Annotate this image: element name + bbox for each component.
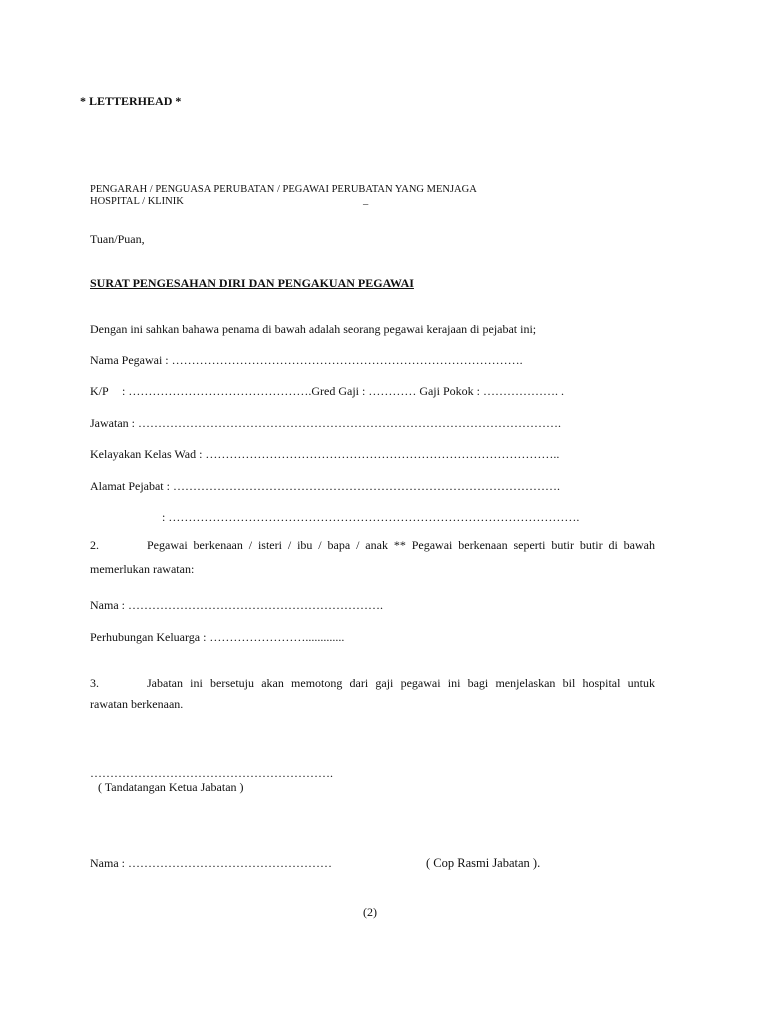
field-kelayakan-kelas-wad: Kelayakan Kelas Wad : ……………………………………………………………………………..	[90, 447, 560, 461]
patient-name-field: Nama : ……………………………………………………….	[90, 598, 383, 612]
section-3-number: 3.	[90, 676, 99, 690]
recipient-dash: –	[363, 199, 369, 210]
footer-nama-field: Nama : ……………………………………………	[90, 856, 332, 870]
field-jawatan: Jawatan : …………………………………………………………………………………………….	[90, 416, 561, 430]
relationship-field: Perhubungan Keluarga : …………………….............	[90, 630, 345, 644]
subject-title: SURAT PENGESAHAN DIRI DAN PENGAKUAN PEGAWAI	[90, 276, 414, 290]
field-alamat-continuation: : ………………………………………………………………………………………….	[162, 510, 580, 524]
field-alamat-pejabat: Alamat Pejabat : …………………………………………………………………………………….	[90, 479, 560, 493]
field-nama-pegawai: Nama Pegawai : …………………………………………………………………………….	[90, 353, 523, 367]
official-stamp-label: ( Cop Rasmi Jabatan ).	[426, 856, 541, 870]
signature-label: ( Tandatangan Ketua Jabatan )	[98, 780, 244, 794]
signature-line: …………………………………………………….	[90, 766, 333, 780]
section-2-line-1: Pegawai berkenaan / isteri / ibu / bapa / anak ** Pegawai berkenaan seperti butir butir di bawah	[147, 538, 655, 552]
section-2-number: 2.	[90, 538, 99, 552]
section-2-line-2: memerlukan rawatan:	[90, 562, 195, 576]
intro-text: Dengan ini sahkan bahawa penama di bawah adalah seorang pegawai kerajaan di pejabat ini;	[90, 322, 537, 336]
recipient-line-1: PENGARAH / PENGUASA PERUBATAN / PEGAWAI PERUBATAN YANG MENJAGA	[90, 184, 477, 195]
field-kp-label: K/P	[90, 384, 109, 398]
salutation: Tuan/Puan,	[90, 232, 145, 246]
recipient-line-2: HOSPITAL / KLINIK	[90, 196, 184, 207]
section-3-line-2: rawatan berkenaan.	[90, 697, 184, 711]
section-3-line-1: Jabatan ini bersetuju akan memotong dari gaji pegawai ini bagi menjelaskan bil hospital untuk	[147, 676, 655, 690]
letterhead: * LETTERHEAD *	[80, 94, 182, 108]
page-number: (2)	[363, 905, 377, 919]
field-kp-gred-gaji: : ……………………………………….Gred Gaji : ………… Gaji Pokok : ………………. .	[122, 384, 564, 398]
